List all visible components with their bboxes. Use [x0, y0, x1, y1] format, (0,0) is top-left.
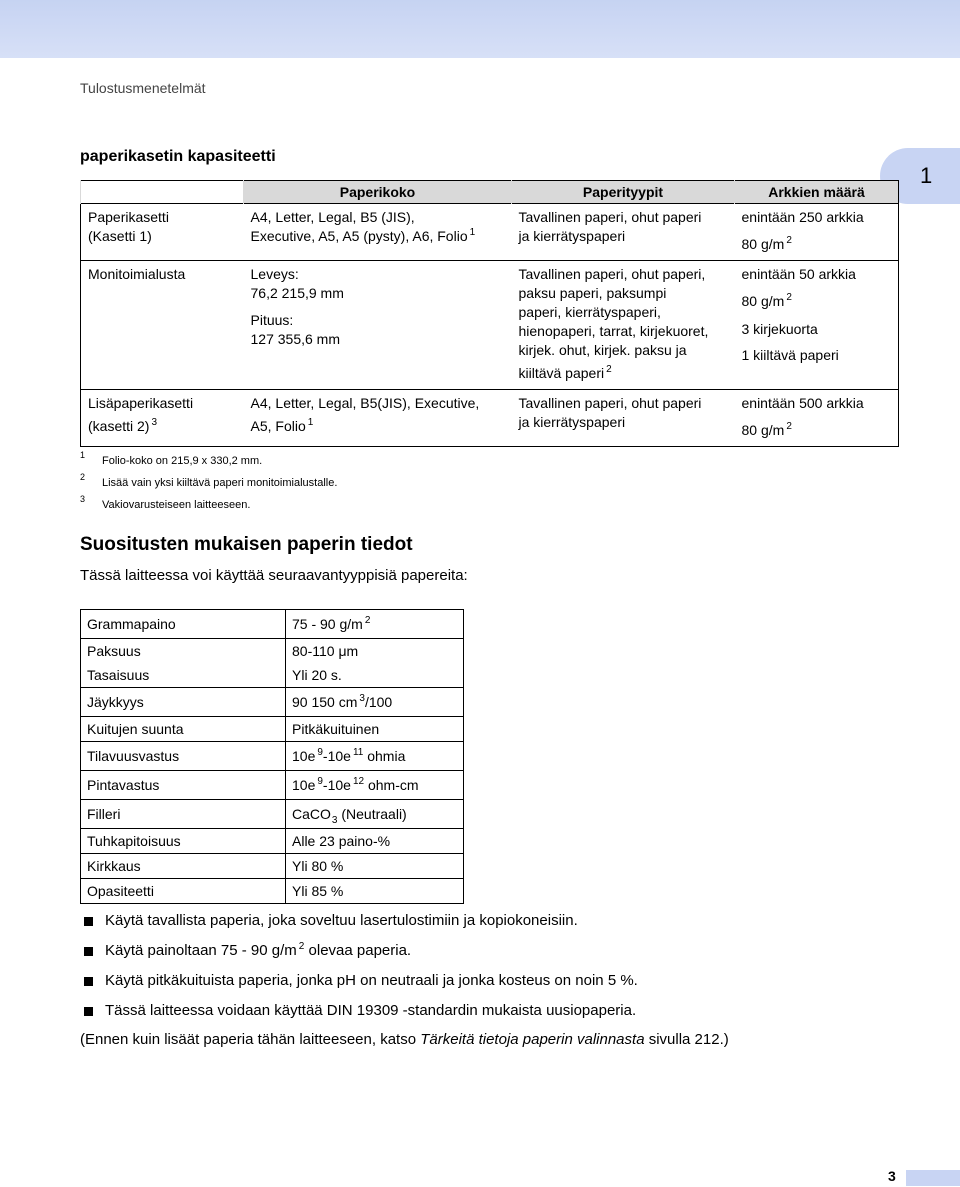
- recommended-intro: Tässä laitteessa voi käyttää seuraavantyyppisiä papereita:: [80, 567, 468, 584]
- list-text: olevaa paperia.: [304, 942, 412, 959]
- list-text: Käytä painoltaan 75 - 90 g/m: [105, 942, 297, 959]
- property-value: Pitkäkuituinen: [286, 717, 464, 742]
- cell-text: Lisäpaperikasetti: [88, 395, 194, 411]
- list-item-text: Tässä laitteessa voidaan käyttää DIN 19309 -standardin mukaista uusiopaperia.: [105, 1002, 637, 1019]
- list-item-text: Käytä tavallista paperia, joka soveltuu lasertulostimiin ja kopiokoneisiin.: [105, 912, 578, 929]
- table-row: [81, 854, 464, 879]
- types-cell: [512, 390, 735, 447]
- footnote-number: 1: [80, 450, 86, 460]
- cell-text: Paperikasetti: [88, 209, 169, 225]
- superscript: 12: [352, 776, 365, 787]
- value-text: (Neutraali): [337, 806, 407, 822]
- cell-text: hienopaperi, tarrat, kirjekuoret,: [518, 323, 709, 339]
- property-value: Alle 23 paino-%: [286, 829, 464, 854]
- property-value: Yli 85 %: [286, 879, 464, 904]
- value-text: CaCO: [292, 806, 331, 822]
- footnote-text: Vakiovarusteiseen laitteeseen.: [102, 499, 251, 511]
- header-cell: Paperityypit: [512, 181, 735, 204]
- cell-text: ja kierrätyspaperi: [518, 228, 626, 244]
- value-text: ohmia: [363, 748, 406, 764]
- cell-text: [742, 235, 893, 256]
- cell-text: [519, 364, 729, 385]
- sheets-cell: [735, 390, 899, 447]
- subscript: 3: [331, 815, 338, 826]
- cell-text: [88, 417, 238, 438]
- cell-text: 3 kirjekuorta: [741, 321, 818, 337]
- footnote-text: Lisää vain yksi kiiltävä paperi monitoimialustalle.: [102, 477, 338, 489]
- cell-text: [251, 417, 506, 438]
- table-row: [81, 717, 464, 742]
- size-cell: [244, 261, 512, 390]
- superscript: 9: [317, 747, 323, 758]
- paper-properties-table: [80, 609, 464, 904]
- cell-text: Leveys:: [250, 266, 299, 282]
- value-text: -10e: [322, 777, 351, 793]
- table-row: [81, 204, 899, 261]
- section-title: paperikasetin kapasiteetti: [80, 148, 276, 165]
- superscript: 2: [786, 292, 792, 303]
- cell-text: A4, Letter, Legal, B5(JIS), Executive,: [250, 395, 480, 411]
- table-row: [81, 771, 464, 800]
- property-value: 80-110 μm: [286, 639, 464, 664]
- table-row: [81, 879, 464, 904]
- cell-text: Executive, A5, A5 (pysty), A6, Folio: [250, 228, 468, 244]
- property-name: Pintavastus: [81, 771, 286, 800]
- property-value: [286, 688, 464, 717]
- table-row: [81, 610, 464, 639]
- table-row: [81, 639, 464, 664]
- cell-text: (Kasetti 1): [88, 228, 152, 244]
- note-text: sivulla 212.): [644, 1031, 729, 1048]
- superscript: 11: [352, 747, 364, 758]
- reference-note: [80, 1031, 729, 1048]
- bullet-square-icon: [84, 947, 93, 956]
- header-cell: Arkkien määrä: [735, 181, 899, 204]
- top-banner: [0, 0, 960, 58]
- value-text: 90 150 cm: [292, 694, 358, 710]
- cell-text: enintään 500 arkkia: [741, 395, 864, 411]
- page-number-bar: [906, 1170, 960, 1186]
- bullet-square-icon: [84, 977, 93, 986]
- cell-text: 80 g/m: [741, 422, 785, 438]
- page-number: 3: [888, 1168, 896, 1184]
- cell-text: Tavallinen paperi, ohut paperi: [518, 209, 702, 225]
- source-cell: [81, 390, 244, 447]
- value-text: ohm-cm: [364, 777, 419, 793]
- property-value: [286, 771, 464, 800]
- property-name: Filleri: [81, 800, 286, 829]
- property-name: Jäykkyys: [81, 688, 286, 717]
- cell-text: [742, 421, 893, 442]
- cross-reference-link[interactable]: Tärkeitä tietoja paperin valinnasta: [420, 1031, 645, 1048]
- table-row: [81, 688, 464, 717]
- size-cell: [244, 204, 512, 261]
- cell-text: kirjek. ohut, kirjek. paksu ja: [518, 342, 687, 358]
- footnote-text: Folio-koko on 215,9 x 330,2 mm.: [102, 455, 263, 467]
- cell-text: [251, 227, 506, 248]
- list-item-text: Käytä pitkäkuituista paperia, jonka pH on neutraali ja jonka kosteus on noin 5 %.: [105, 972, 638, 989]
- footnote-ref: 1: [469, 227, 476, 238]
- superscript: 9: [317, 776, 323, 787]
- capacity-table: [80, 180, 899, 447]
- footnote-number: 2: [80, 472, 86, 482]
- property-value: [286, 742, 464, 771]
- footnote-ref: 2: [606, 364, 612, 375]
- cell-text: kiiltävä paperi: [518, 365, 605, 381]
- cell-text: enintään 50 arkkia: [741, 266, 856, 282]
- superscript: 2: [786, 421, 792, 432]
- footnote-ref: 3: [151, 417, 158, 428]
- header-cell: Paperikoko: [244, 181, 512, 204]
- note-text: (Ennen kuin lisäät paperia tähän laitteeseen, katso: [80, 1031, 421, 1048]
- cell-text: Tavallinen paperi, ohut paperi: [518, 395, 702, 411]
- property-name: Paksuus: [81, 639, 286, 664]
- running-header: Tulostusmenetelmät: [80, 80, 206, 96]
- sheets-cell: [735, 204, 899, 261]
- table-row: [81, 800, 464, 829]
- bullet-square-icon: [84, 917, 93, 926]
- source-cell: [81, 261, 244, 390]
- value-text: 10e: [292, 748, 316, 764]
- sheets-cell: [735, 261, 899, 390]
- types-cell: [512, 204, 735, 261]
- cell-text: (kasetti 2): [88, 418, 150, 434]
- superscript: 3: [359, 693, 365, 704]
- types-cell: [512, 261, 735, 390]
- cell-text: ja kierrätyspaperi: [518, 414, 626, 430]
- value-text: 10e: [292, 777, 316, 793]
- superscript: 2: [786, 235, 792, 246]
- property-value: [286, 800, 464, 829]
- footnote-ref: 1: [307, 417, 314, 428]
- value-text: /100: [364, 694, 393, 710]
- chapter-number: 1: [920, 163, 933, 188]
- recommended-title: Suositusten mukaisen paperin tiedot: [80, 534, 413, 555]
- property-name: Tilavuusvastus: [81, 742, 286, 771]
- value-text: 75 - 90 g/m: [292, 616, 363, 632]
- cell-text: Pituus:: [250, 312, 294, 328]
- footnote-number: 3: [80, 494, 86, 504]
- cell-text: paperi, kierrätyspaperi,: [518, 304, 661, 320]
- property-name: Tuhkapitoisuus: [81, 829, 286, 854]
- table-row: [81, 663, 464, 688]
- table-header-row: [81, 181, 899, 204]
- cell-text: 1 kiiltävä paperi: [741, 347, 839, 363]
- cell-text: [742, 292, 893, 313]
- cell-text: enintään 250 arkkia: [741, 209, 864, 225]
- source-cell: [81, 204, 244, 261]
- cell-text: paksu paperi, paksumpi: [518, 285, 667, 301]
- superscript: 2: [298, 941, 305, 952]
- header-cell: [81, 181, 244, 204]
- superscript: 2: [364, 615, 371, 626]
- table-row: [81, 829, 464, 854]
- property-value: [286, 610, 464, 639]
- cell-text: Tavallinen paperi, ohut paperi,: [518, 266, 706, 282]
- cell-text: Monitoimialusta: [88, 266, 186, 282]
- cell-text: 80 g/m: [741, 293, 785, 309]
- property-name: Opasiteetti: [81, 879, 286, 904]
- cell-text: 76,2 215,9 mm: [250, 285, 344, 301]
- cell-text: A5, Folio: [250, 418, 306, 434]
- property-name: Grammapaino: [87, 616, 176, 632]
- property-value: Yli 80 %: [286, 854, 464, 879]
- table-row: [81, 390, 899, 447]
- cell-text: 127 355,6 mm: [250, 331, 340, 347]
- table-row: [81, 742, 464, 771]
- property-name: Kirkkaus: [81, 854, 286, 879]
- table-row: [81, 261, 899, 390]
- property-value: Yli 20 s.: [286, 663, 464, 688]
- bullet-square-icon: [84, 1007, 93, 1016]
- cell-text: A4, Letter, Legal, B5 (JIS),: [250, 209, 415, 225]
- property-name: Kuitujen suunta: [81, 717, 286, 742]
- list-item-text: [105, 942, 411, 959]
- value-text: -10e: [322, 748, 351, 764]
- property-name: Tasaisuus: [87, 667, 150, 683]
- size-cell: [244, 390, 512, 447]
- cell-text: 80 g/m: [741, 236, 785, 252]
